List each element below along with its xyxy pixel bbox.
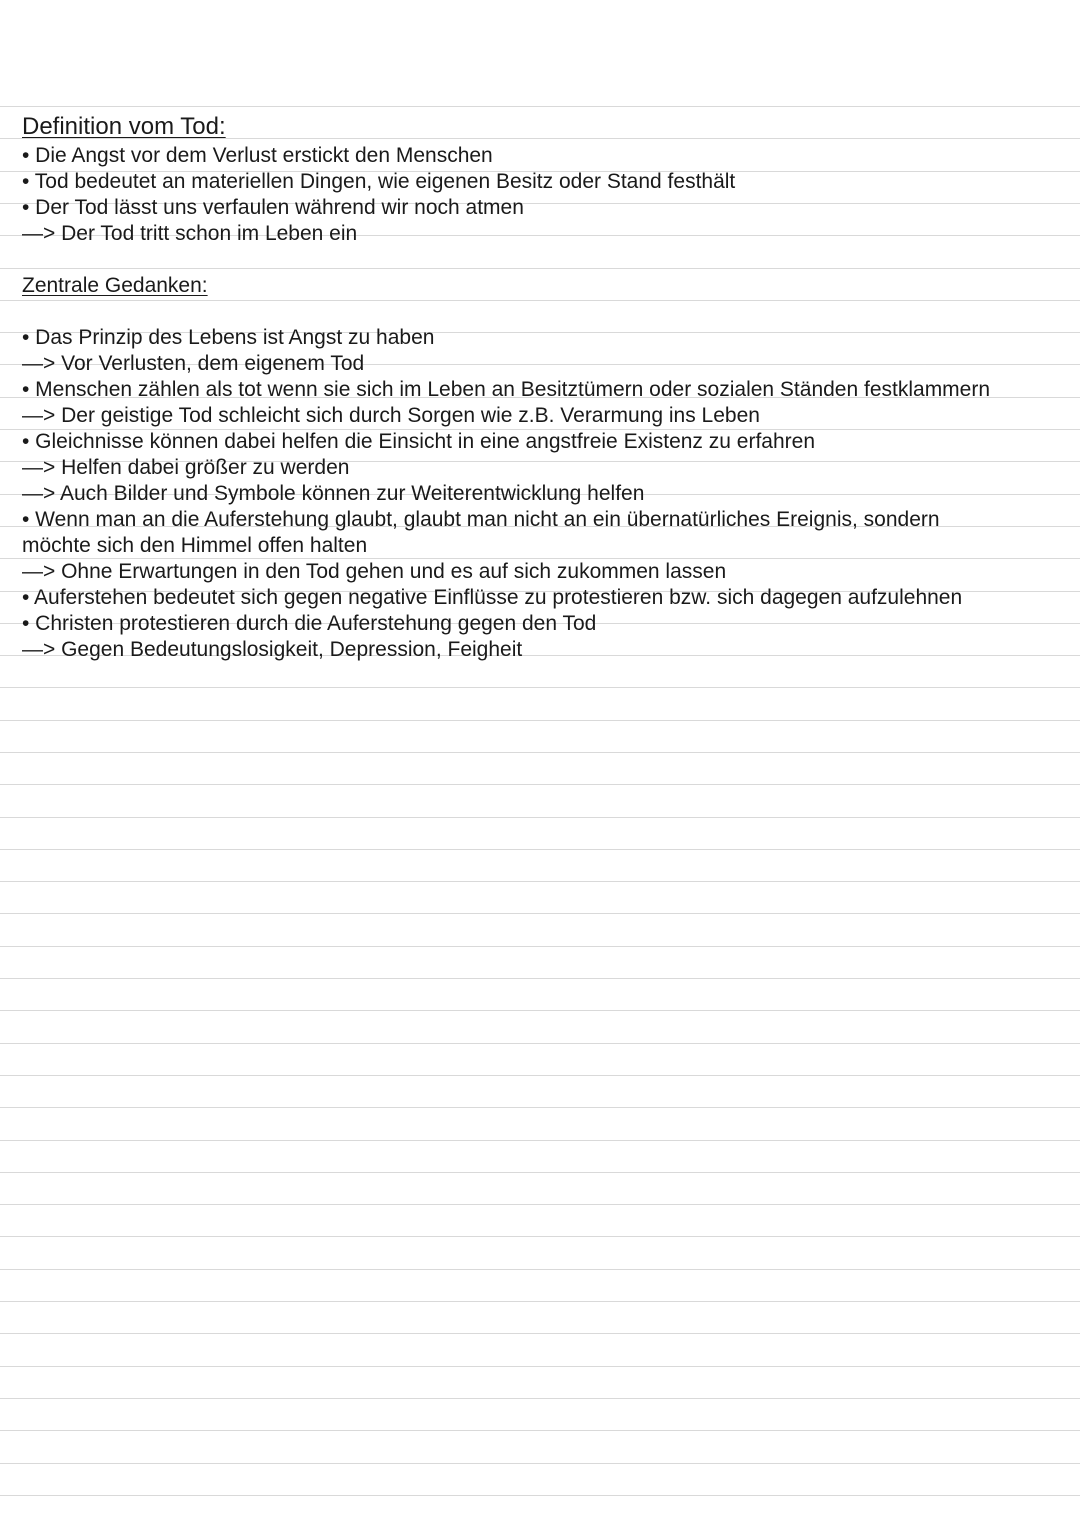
rule-line [0, 1010, 1080, 1011]
rule-line [0, 1333, 1080, 1334]
list-item: • Gleichnisse können dabei helfen die Einsicht in eine angstfreie Existenz zu erfahren [22, 430, 815, 453]
rule-line [0, 752, 1080, 753]
rule-line [0, 1075, 1080, 1076]
rule-line [0, 1463, 1080, 1464]
rule-line [0, 1236, 1080, 1237]
list-item: möchte sich den Himmel offen halten [22, 534, 368, 557]
rule-line [0, 106, 1080, 107]
blank-line [22, 247, 1062, 273]
list-item: • Der Tod lässt uns verfaulen während wir noch atmen [22, 196, 524, 219]
blank-line [22, 299, 1062, 325]
list-item: • Die Angst vor dem Verlust erstickt den Menschen [22, 144, 493, 167]
rule-line [0, 849, 1080, 850]
section-title-definition: Definition vom Tod: [22, 113, 226, 140]
rule-line [0, 1140, 1080, 1141]
list-item: —> Der Tod tritt schon im Leben ein [22, 222, 358, 245]
rule-line [0, 1301, 1080, 1302]
rule-line [0, 978, 1080, 979]
rule-line [0, 1204, 1080, 1205]
list-item: • Tod bedeutet an materiellen Dingen, wie eigenen Besitz oder Stand festhält [22, 170, 736, 193]
rule-line [0, 1430, 1080, 1431]
list-item: • Wenn man an die Auferstehung glaubt, glaubt man nicht an ein übernatürliches Ereignis, sondern [22, 508, 940, 531]
rule-line [0, 946, 1080, 947]
rule-line [0, 687, 1080, 688]
rule-line [0, 784, 1080, 785]
rule-line [0, 1107, 1080, 1108]
rule-line [0, 817, 1080, 818]
rule-line [0, 1366, 1080, 1367]
list-item: • Christen protestieren durch die Auferstehung gegen den Tod [22, 612, 597, 635]
list-item: • Menschen zählen als tot wenn sie sich im Leben an Besitztümern oder sozialen Ständen festklammern [22, 378, 991, 401]
rule-line [0, 1269, 1080, 1270]
list-item: • Auferstehen bedeutet sich gegen negative Einflüsse zu protestieren bzw. sich dagegen aufzulehnen [22, 586, 963, 609]
rule-line [0, 720, 1080, 721]
list-item: —> Der geistige Tod schleicht sich durch Sorgen wie z.B. Verarmung ins Leben [22, 404, 760, 427]
list-item: —> Vor Verlusten, dem eigenem Tod [22, 352, 365, 375]
rule-line [0, 913, 1080, 914]
list-item: —> Auch Bilder und Symbole können zur Weiterentwicklung helfen [22, 482, 645, 505]
rule-line [0, 1398, 1080, 1399]
rule-line [0, 1172, 1080, 1173]
section-title-zentrale-gedanken: Zentrale Gedanken: [22, 274, 208, 297]
list-item: —> Gegen Bedeutungslosigkeit, Depression, Feigheit [22, 638, 523, 661]
rule-line [0, 881, 1080, 882]
list-item: • Das Prinzip des Lebens ist Angst zu haben [22, 326, 435, 349]
list-item: —> Helfen dabei größer zu werden [22, 456, 350, 479]
rule-line [0, 1495, 1080, 1496]
list-item: —> Ohne Erwartungen in den Tod gehen und es auf sich zukommen lassen [22, 560, 727, 583]
document-content [22, 111, 1062, 663]
rule-line [0, 1043, 1080, 1044]
